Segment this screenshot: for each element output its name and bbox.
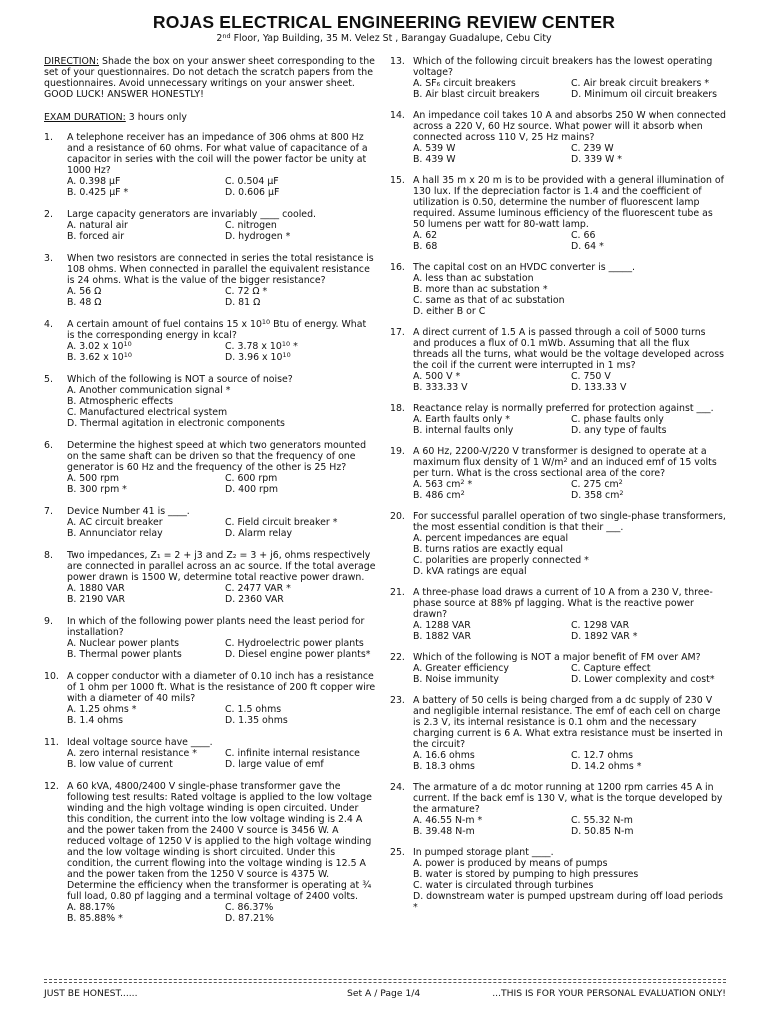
question-5: [44, 374, 376, 429]
exam-duration: EXAM DURATION: 3 hours only: [44, 112, 187, 123]
answer-option: B. 18.3 ohms: [413, 761, 475, 772]
answer-option: B. 333.33 V: [413, 382, 468, 393]
answer-option: A. 1.25 ohms *: [67, 704, 137, 715]
answer-option: D. 133.33 V: [571, 382, 627, 393]
answer-options: [67, 176, 376, 198]
answer-option: B. 3.62 x $10^{10}$: [67, 351, 132, 363]
question-number: 10.: [44, 671, 59, 682]
footer-divider: [44, 982, 726, 983]
question-text: A direct current of 1.5 A is passed through a coil of 5000 turns and produces a flux of 0.1 mWb. Assuming that all the flux threads all the turns, what would be the voltage developed across the coil if the current were interrupted in 1 ms?: [413, 327, 725, 371]
question-text: A three-phase load draws a current of 10 A from a 230 V, three-phase source at 88% pf lagging. What is the reactive power drawn?: [413, 587, 713, 620]
question-text: For successful parallel operation of two single-phase transformers, the most essential condition is that their ___.: [413, 511, 726, 533]
answer-options: [67, 341, 376, 363]
answer-option: C. 0.504 µF: [225, 176, 279, 187]
answer-option: A. 539 W: [413, 143, 456, 154]
answer-option: A. Nuclear power plants: [67, 638, 180, 649]
question-number: 2.: [44, 209, 53, 220]
answer-option: C. nitrogen: [225, 220, 277, 231]
answer-options: [67, 638, 376, 660]
answer-options: [413, 479, 726, 501]
question-text: The capital cost on an HVDC converter is _____.: [413, 262, 636, 273]
question-20: [390, 511, 726, 577]
answer-option: B. 39.48 N-m: [413, 826, 475, 837]
answer-option: B. 2190 VAR: [67, 594, 125, 605]
question-text: Which of the following is NOT a major benefit of FM over AM?: [413, 652, 701, 663]
answer-options: [413, 143, 726, 165]
question-text: Ideal voltage source have ____.: [67, 737, 213, 748]
question-number: 14.: [390, 110, 405, 121]
answer-options: [413, 815, 726, 837]
answer-options: [67, 902, 376, 924]
answer-option: A. 3.02 x $10^{10}$: [67, 340, 132, 352]
answer-option: C. 12.7 ohms: [571, 750, 634, 761]
answer-option: C. 239 W: [571, 143, 614, 154]
answer-option: D. large value of emf: [225, 759, 324, 770]
question-21: [390, 587, 726, 642]
answer-option: A. natural air: [67, 220, 128, 231]
directions: [44, 56, 376, 100]
answer-option: B. more than ac substation *: [413, 284, 548, 295]
question-text: Two impedances, Z₁ = 2 + j3 and Z₂ = 3 + j6, ohms respectively are connected in parallel across an ac source. If the total average power drawn is 1500 W, determine total reactive power drawn.: [67, 550, 376, 583]
answer-option: A. zero internal resistance *: [67, 748, 197, 759]
question-text: The armature of a dc motor running at 1200 rpm carries 45 A in current. If the back emf is 130 V, what is the torque developed by the armature?: [413, 782, 723, 815]
answer-option: C. 275 $cm^2$: [571, 478, 623, 490]
answer-options: [67, 473, 376, 495]
question-text: In pumped storage plant ____.: [413, 847, 554, 858]
question-number: 21.: [390, 587, 405, 598]
question-18: [390, 403, 726, 436]
answer-option: C. 72 Ω *: [225, 286, 268, 297]
answer-options: [67, 583, 376, 605]
answer-option: C. Air break circuit breakers *: [571, 78, 710, 89]
question-text: A certain amount of fuel contains 15 x $10^{10}$ Btu of energy. What is the corresponding energy in kcal?: [67, 318, 367, 341]
answer-options: [413, 663, 726, 685]
footer-right: ...THIS IS FOR YOUR PERSONAL EVALUATION ONLY!: [492, 988, 726, 999]
right-column: [390, 56, 726, 923]
answer-option: C. 86.37%: [225, 902, 274, 913]
question-number: 5.: [44, 374, 53, 385]
question-text: A copper conductor with a diameter of 0.10 inch has a resistance of 1 ohm per 1000 ft. What is the resistance of 200 ft copper wire with a diameter of 40 mils?: [67, 671, 376, 704]
answer-option: D. 3.96 x $10^{10}$: [225, 351, 291, 363]
answer-option: C. infinite internal resistance: [225, 748, 360, 759]
answer-option: A. 46.55 N-m *: [413, 815, 483, 826]
address-line: 2nd Floor, Yap Building, 35 M. Velez St , Barangay Guadalupe, Cebu City: [216, 32, 552, 44]
answer-option: B. Annunciator relay: [67, 528, 163, 539]
answer-option: A. Another communication signal *: [67, 385, 231, 396]
answer-option: B. Thermal power plants: [67, 649, 182, 660]
question-10: [44, 671, 376, 726]
answer-options: [413, 414, 726, 436]
page-title: ROJAS ELECTRICAL ENGINEERING REVIEW CENTER: [152, 12, 616, 32]
answer-option: D. 81 Ω: [225, 297, 261, 308]
answer-option: D. Alarm relay: [225, 528, 293, 539]
question-number: 18.: [390, 403, 405, 414]
question-number: 16.: [390, 262, 405, 273]
question-number: 23.: [390, 695, 405, 706]
answer-option: B. Atmospheric effects: [67, 396, 174, 407]
answer-options: [67, 704, 376, 726]
question-text: Large capacity generators are invariably ____ cooled.: [67, 209, 316, 220]
answer-option: A. 88.17%: [67, 902, 115, 913]
answer-options: [67, 385, 376, 429]
question-number: 25.: [390, 847, 405, 858]
answer-option: C. 1298 VAR: [571, 620, 630, 631]
answer-options: [413, 533, 726, 577]
answer-option: D. 0.606 µF: [225, 187, 280, 198]
answer-options: [413, 750, 726, 772]
answer-option: A. 62: [413, 230, 438, 241]
answer-option: D. hydrogen *: [225, 231, 291, 242]
answer-option: A. 1880 VAR: [67, 583, 125, 594]
answer-option: C. Field circuit breaker *: [225, 517, 338, 528]
answer-options: [413, 230, 726, 252]
answer-option: D. either B or C: [413, 306, 486, 317]
answer-options: [67, 748, 376, 770]
answer-option: D. downstream water is pumped upstream during off load periods *: [413, 891, 724, 913]
answer-option: A. 56 Ω: [67, 286, 102, 297]
answer-option: C. 2477 VAR *: [225, 583, 291, 594]
answer-option: A. 0.398 µF: [67, 176, 121, 187]
answer-option: D. 1892 VAR *: [571, 631, 638, 642]
question-text: A telephone receiver has an impedance of 306 ohms at 800 Hz and a resistance of 60 ohms. For what value of capacitance of a capacitor in series with the coil will the power factor be unity at 1000 Hz?: [67, 132, 368, 176]
answer-option: A. less than ac substation: [413, 273, 534, 284]
answer-option: D. 2360 VAR: [225, 594, 284, 605]
footer-left: JUST BE HONEST......: [44, 988, 138, 999]
answer-option: B. 48 Ω: [67, 297, 102, 308]
answer-options: [67, 517, 376, 539]
answer-options: [413, 78, 726, 100]
question-8: [44, 550, 376, 605]
question-17: [390, 327, 726, 393]
question-text: A 60 kVA, 4800/2400 V single-phase transformer gave the following test results: Rated voltage is applied to the low voltage winding and the high voltage winding is open circuited. Under this condition, the current into the low voltage winding is 2.4 A and the power taken from the 2400 V source is 3456 W. A reduced voltage of 1250 V is applied to the high voltage winding and the low voltage winding is short circuited. Under this condition, the current flowing into the voltage winding is 12.5 A and the power taken from the 1250 V source is 4375 W. Determine the efficiency when the transformer is operating at ¾ full load, 0.80 pf lagging and a terminal voltage of 2400 volts.: [67, 781, 372, 902]
question-text: Determine the highest speed at which two generators mounted on the same shaft can be driven so that the frequency of one generator is 60 Hz and the frequency of the other is 25 Hz?: [67, 440, 367, 473]
answer-option: B. water is stored by pumping to high pressures: [413, 869, 639, 880]
answer-option: D. 50.85 N-m: [571, 826, 634, 837]
answer-option: D. Thermal agitation in electronic components: [67, 418, 285, 429]
answer-option: A. Earth faults only *: [413, 414, 510, 425]
answer-option: B. Noise immunity: [413, 674, 499, 685]
answer-option: D. kVA ratings are equal: [413, 566, 527, 577]
question-23: [390, 695, 726, 772]
answer-options: [413, 858, 726, 913]
answer-option: A. 1288 VAR: [413, 620, 471, 631]
question-text: A 60 Hz, 2200-V/220 V transformer is designed to operate at a maximum flux density of 1 $W/m^2$ and an induced emf of 15 volts per turn. What is the cross sectional area of the core?: [413, 446, 717, 479]
answer-options: [67, 286, 376, 308]
direction-text: Shade the box on your answer sheet corresponding to the set of your questionnaires. Do not detach the scratch papers from the questionnaires. Avoid unnecessary writings on your answer sheet. GOOD LUCK! ANSWER HONESTLY!: [44, 56, 375, 100]
answer-option: C. 600 rpm: [225, 473, 278, 484]
question-number: 4.: [44, 319, 53, 330]
answer-option: D. 14.2 ohms *: [571, 761, 642, 772]
question-15: [390, 175, 726, 252]
answer-option: C. same as that of ac substation: [413, 295, 565, 306]
answer-options: [413, 371, 726, 393]
question-24: [390, 782, 726, 837]
answer-option: B. 85.88% *: [67, 913, 123, 924]
answer-option: D. Diesel engine power plants*: [225, 649, 371, 660]
question-2: [44, 209, 376, 242]
question-12: [44, 781, 376, 924]
answer-option: C. 55.32 N-m: [571, 815, 633, 826]
answer-option: B. 0.425 µF *: [67, 187, 129, 198]
question-19: [390, 446, 726, 501]
answer-option: D. 1.35 ohms: [225, 715, 288, 726]
question-3: [44, 253, 376, 308]
question-14: [390, 110, 726, 165]
answer-option: D. 339 W *: [571, 154, 622, 165]
answer-option: B. 68: [413, 241, 438, 252]
answer-option: B. 1882 VAR: [413, 631, 471, 642]
question-16: [390, 262, 726, 317]
answer-options: [413, 620, 726, 642]
answer-option: A. AC circuit breaker: [67, 517, 163, 528]
question-4: [44, 319, 376, 363]
answer-option: B. turns ratios are exactly equal: [413, 544, 563, 555]
answer-option: C. water is circulated through turbines: [413, 880, 594, 891]
question-number: 22.: [390, 652, 405, 663]
answer-option: C. 750 V: [571, 371, 611, 382]
question-number: 15.: [390, 175, 405, 186]
question-number: 8.: [44, 550, 53, 561]
question-number: 11.: [44, 737, 59, 748]
answer-option: D. 358 $cm^2$: [571, 489, 624, 501]
answer-option: C. 3.78 x $10^{10}$ *: [225, 340, 298, 352]
answer-option: A. SF₆ circuit breakers: [413, 78, 516, 89]
answer-option: C. polarities are properly connected *: [413, 555, 589, 566]
question-text: A hall 35 m x 20 m is to be provided with a general illumination of 130 lux. If the depreciation factor is 1.4 and the coefficient of utilization is 0.50, determine the number of fluorescent lamp required. Assume luminous efficiency of the fluorescent tube as 50 lumens per watt for 80-watt lamp.: [413, 175, 724, 230]
answer-option: C. 66: [571, 230, 596, 241]
question-number: 20.: [390, 511, 405, 522]
question-text: In which of the following power plants need the least period for installation?: [67, 616, 365, 638]
question-text: Device Number 41 is ____.: [67, 506, 190, 517]
question-number: 12.: [44, 781, 59, 792]
answer-option: B. 439 W: [413, 154, 456, 165]
question-13: [390, 56, 726, 100]
question-text: Reactance relay is normally preferred for protection against ___.: [413, 403, 714, 414]
answer-option: A. Greater efficiency: [413, 663, 509, 674]
answer-option: D. any type of faults: [571, 425, 667, 436]
question-number: 13.: [390, 56, 405, 67]
answer-option: A. power is produced by means of pumps: [413, 858, 608, 869]
answer-options: [67, 220, 376, 242]
question-number: 3.: [44, 253, 53, 264]
answer-option: A. 500 V *: [413, 371, 461, 382]
direction-label: DIRECTION:: [44, 56, 100, 67]
answer-option: A. 16.6 ohms: [413, 750, 475, 761]
question-7: [44, 506, 376, 539]
question-number: 9.: [44, 616, 53, 627]
question-number: 1.: [44, 132, 53, 143]
question-number: 6.: [44, 440, 53, 451]
answer-option: C. Capture effect: [571, 663, 651, 674]
answer-option: D. 87.21%: [225, 913, 274, 924]
question-number: 7.: [44, 506, 53, 517]
answer-option: A. percent impedances are equal: [413, 533, 569, 544]
answer-option: D. 400 rpm: [225, 484, 278, 495]
question-text: Which of the following is NOT a source of noise?: [67, 374, 293, 385]
answer-option: C. 1.5 ohms: [225, 704, 282, 715]
answer-option: B. 486 $cm^2$: [413, 489, 465, 501]
answer-option: B. internal faults only: [413, 425, 514, 436]
question-25: [390, 847, 726, 913]
footer-page-number: Set A / Page 1/4: [347, 988, 421, 999]
question-11: [44, 737, 376, 770]
question-9: [44, 616, 376, 660]
question-text: Which of the following circuit breakers has the lowest operating voltage?: [413, 56, 713, 78]
answer-option: A. 500 rpm: [67, 473, 120, 484]
answer-options: [413, 273, 726, 317]
answer-option: B. Air blast circuit breakers: [413, 89, 540, 100]
answer-option: B. 300 rpm *: [67, 484, 127, 495]
question-number: 19.: [390, 446, 405, 457]
question-text: An impedance coil takes 10 A and absorbs 250 W when connected across a 220 V, 60 Hz source. What power will it absorb when connected across 110 V, 25 Hz mains?: [413, 110, 726, 143]
answer-option: B. forced air: [67, 231, 125, 242]
answer-option: B. low value of current: [67, 759, 173, 770]
answer-option: C. phase faults only: [571, 414, 664, 425]
question-text: When two resistors are connected in series the total resistance is 108 ohms. When connected in parallel the equivalent resistance is 24 ohms. What is the value of the bigger resistance?: [67, 253, 374, 286]
answer-option: C. Hydroelectric power plants: [225, 638, 364, 649]
answer-option: D. Lower complexity and cost*: [571, 674, 715, 685]
question-22: [390, 652, 726, 685]
answer-option: C. Manufactured electrical system: [67, 407, 228, 418]
left-column: [44, 56, 376, 935]
answer-option: B. 1.4 ohms: [67, 715, 123, 726]
answer-option: A. 563 $cm^2$ *: [413, 478, 473, 490]
question-1: [44, 132, 376, 198]
question-6: [44, 440, 376, 495]
footer-divider: [44, 979, 726, 980]
question-number: 24.: [390, 782, 405, 793]
answer-option: D. Minimum oil circuit breakers: [571, 89, 718, 100]
question-text: A battery of 50 cells is being charged from a dc supply of 230 V and negligible internal resistance. The emf of each cell on charge is 2.3 V, its internal resistance is 0.1 ohm and the necessary charging current is 6 A. What extra resistance must be inserted in the circuit?: [413, 695, 723, 750]
question-number: 17.: [390, 327, 405, 338]
answer-option: D. 64 *: [571, 241, 604, 252]
